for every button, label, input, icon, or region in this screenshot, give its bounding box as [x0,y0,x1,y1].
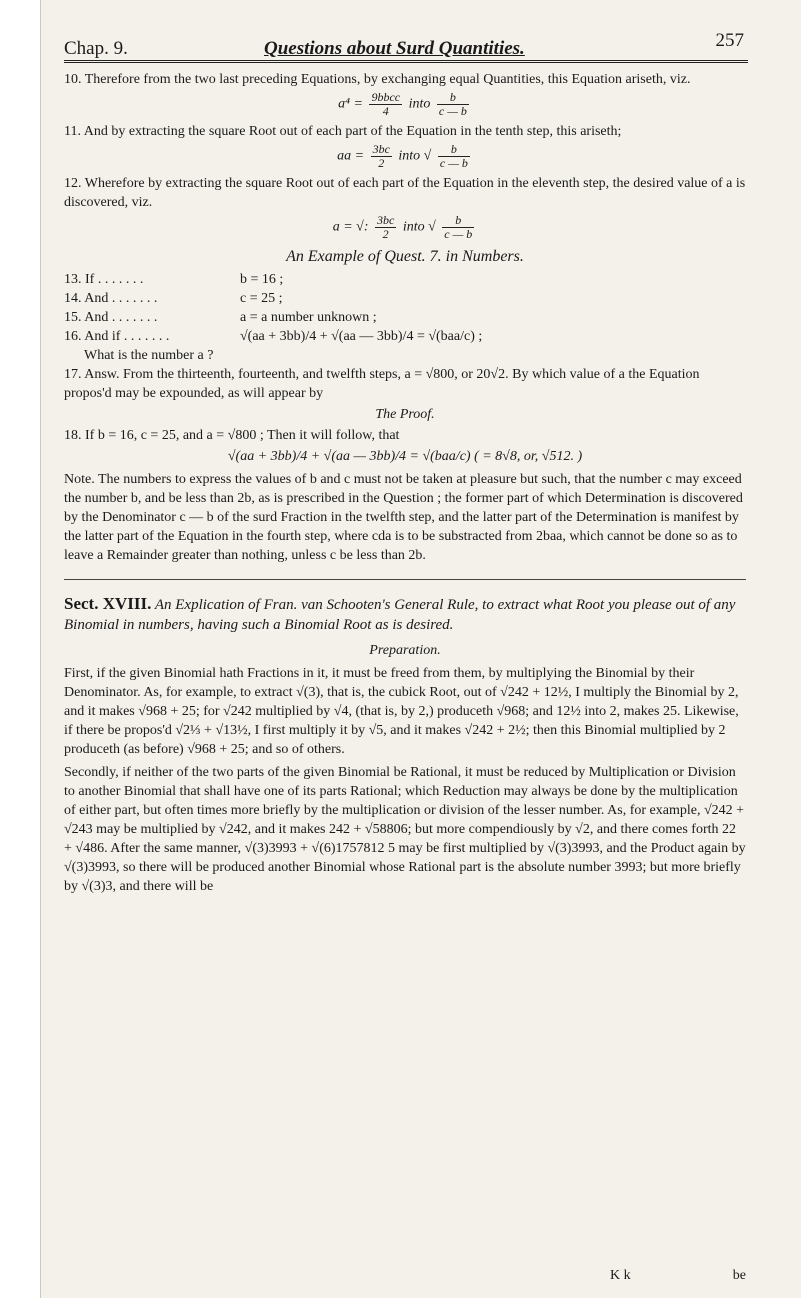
note: Note. The numbers to express the values of b and c must not be taken at pleasure but such, that the number c may exceed the number b, and be less than 2b, as is prescribed in the Question ; the former part of which Determination is discovered by the Denominator c — b of the surd Fraction in the twelfth step, and the latter part of the Determination is manifest by the latter part of the Equation in the fourth step, where cda is to be substracted from 2baa, which cannot be done so as to leave a Remainder greater than nothing, unless c be less than 2b. [64,472,743,563]
signature-mark: K k [610,1268,631,1283]
eq10-fraction [369,91,402,118]
catchword: be [732,1268,746,1283]
condition-label: 15. And . . . . . . . [64,310,158,325]
section-title: An Explication of Fran. van Schooten's General Rule, to extract what Root you please out of any Binomial in numbers, having such a Binomial Root as is desired. [64,597,736,633]
first-paragraph: First, if the given Binomial hath Fractions in it, it must be freed from them, by multiplying the Binomial by their Denominator. As, for example, to extract √(3), that is, the cubick Root, out of √242 + 12½, I multiply the Binomial by 2, and it makes √968 + 25; for √242 multiplied by √4, (that is, by 2,) produceth √968; and 12½ into 2, makes 25. Likewise, if there be propos'd √2⅓ + √13½, I first multiply it by √5, and it makes √242 + 2½; then this Binomial multiplied by 2 produceth (as before) √968 + 25; and so of others. [64,666,739,757]
paragraph-18: 18. If b = 16, c = 25, and a = √800 ; Then it will follow, that [64,428,400,443]
paragraph-12: 12. Wherefore by extracting the square Root out of each part of the Equation in the eleventh step, the desired value of a is discovered, viz. [64,176,746,210]
section-number: Sect. XVIII. [64,594,152,613]
eq11-fraction [371,143,392,170]
eq11-into: into √ [398,148,432,164]
condition-value: a = a number unknown ; [240,310,377,325]
paragraph-10: 10. Therefore from the two last preceding Equations, by exchanging equal Quantities, this Equation ariseth, viz. [64,72,691,87]
condition-label: 16. And if . . . . . . . [64,329,170,344]
equation-18: √(aa + 3bb)/4 + √(aa — 3bb)/4 = √(baa/c) ( = 8√8, or, √512. ) [227,449,583,464]
example-heading: An Example of Quest. 7. in Numbers. [286,248,524,265]
condition-14 [64,289,746,308]
eq12-into: into √ [402,219,436,235]
eq10-rnum: b [437,91,469,105]
equation-12 [64,214,746,241]
page-number: 257 [715,30,744,51]
eq10-den: 4 [382,104,389,118]
header-rule [64,60,748,65]
running-header [64,30,744,58]
section-heading [64,594,746,635]
page-body [64,70,746,896]
eq11-rden: c — b [439,156,468,170]
eq11-rnum: b [438,143,470,157]
equation-10 [64,91,746,118]
paragraph-11: 11. And by extracting the square Root out of each part of the Equation in the tenth step, this ariseth; [64,124,622,139]
eq12-lhs: a = √: [332,219,369,235]
eq11-num: 3bc [372,142,390,156]
eq12-den: 2 [382,227,389,241]
eq12-rnum: b [442,214,474,228]
preparation-heading: Preparation. [369,643,441,658]
eq10-rfraction [437,91,469,118]
condition-value: c = 25 ; [240,291,283,306]
section-divider [64,579,746,580]
condition-label: 14. And . . . . . . . [64,291,158,306]
eq10-lhs: a⁴ = [338,96,363,112]
eq11-rfraction [438,143,470,170]
condition-value: √(aa + 3bb)/4 + √(aa — 3bb)/4 = √(baa/c) ; [240,329,483,344]
chapter-label: Chap. 9. [64,38,128,59]
eq12-num: 3bc [377,213,395,227]
condition-value: b = 16 ; [240,272,284,287]
paragraph-17: 17. Answ. From the thirteenth, fourteenth, and twelfth steps, a = √800, or 20√2. By which value of a the Equation propos'd may be expounded, as will appear by [64,367,700,401]
condition-16 [64,327,746,346]
question: What is the number a ? [84,348,214,363]
eq12-rfraction [442,214,474,241]
condition-15 [64,308,746,327]
equation-11 [64,143,746,170]
running-title: Questions about Surd Quantities. [264,38,525,59]
eq11-den: 2 [378,156,385,170]
condition-label: 13. If . . . . . . . [64,272,144,287]
eq11-lhs: aa = [337,148,365,164]
eq12-fraction [375,214,396,241]
second-paragraph: Secondly, if neither of the two parts of the given Binomial be Rational, it must be reduced by Multiplication or Division to another Binomial that shall have one of its parts Rational; which Reduction may always be done by the multiplication of either part, but often times more briefly by the multiplication or division of the lesser number. As, for example, √242 + √243 may be multiplied by √242, and it makes 242 + √58806; but more compendiously by √2, and there comes forth 22 + √486. After the same manner, √(3)3993 + √(6)1757812 5 may be first multiplied by √(3)3993, and the Product again by √(3)3993, so there will be produced another Binomial whose Rational part is the absolute number 3993; but more briefly by √(3)3, and there will be [64,765,746,894]
eq10-num: 9bbcc [371,90,401,104]
proof-heading: The Proof. [375,407,435,422]
eq10-rden: c — b [438,104,467,118]
eq10-into: into [408,96,431,112]
condition-13 [64,270,746,289]
eq12-rden: c — b [444,227,473,241]
